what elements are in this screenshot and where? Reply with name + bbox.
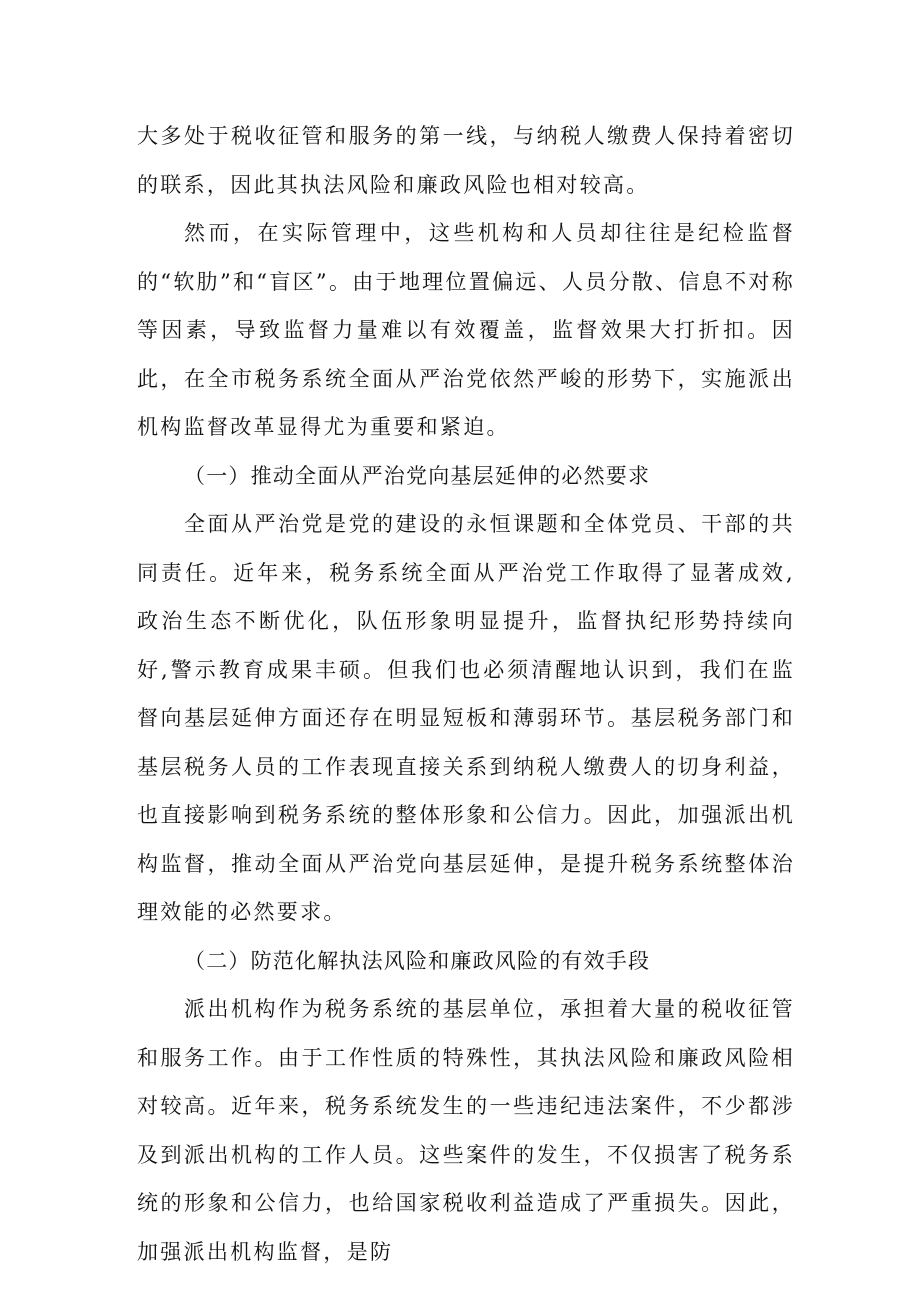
paragraph-background: 然而，在实际管理中，这些机构和人员却往往是纪检监督的“软肋”和“盲区”。由于地理位置偏远、人员分散、信息不对称等因素，导致监督力量难以有效覆盖，监督效果大打折扣。因此，在全市税务系统全面从严治党依然严峻的形势下，实施派出机构监督改革显得尤为重要和紧迫。 <box>137 221 795 439</box>
section-heading-1: （一）推动全面从严治党向基层延伸的必然要求 <box>184 463 651 488</box>
document-body <box>137 112 795 1276</box>
paragraph-section-1: 全面从严治党是党的建设的永恒课题和全体党员、干部的共同责任。近年来，税务系统全面从严治党工作取得了显著成效,政治生态不断优化，队伍形象明显提升，监督执纪形势持续向好,警示教育成果丰硕。但我们也必须清醒地认识到，我们在监督向基层延伸方面还存在明显短板和薄弱环节。基层税务部门和基层税务人员的工作表现直接关系到纳税人缴费人的切身利益，也直接影响到税务系统的整体形象和公信力。因此，加强派出机构监督，推动全面从严治党向基层延伸，是提升税务系统整体治理效能的必然要求。 <box>137 512 795 924</box>
section-heading-2: （二）防范化解执法风险和廉政风险的有效手段 <box>184 948 651 973</box>
paragraph-continuation: 大多处于税收征管和服务的第一线，与纳税人缴费人保持着密切的联系，因此其执法风险和廉政风险也相对较高。 <box>137 124 795 197</box>
paragraph-section-2: 派出机构作为税务系统的基层单位，承担着大量的税收征管和服务工作。由于工作性质的特殊性，其执法风险和廉政风险相对较高。近年来，税务系统发生的一些违纪违法案件，不少都涉及到派出机构的工作人员。这些案件的发生，不仅损害了税务系统的形象和公信力，也给国家税收利益造成了严重损失。因此，加强派出机构监督，是防 <box>137 997 795 1264</box>
